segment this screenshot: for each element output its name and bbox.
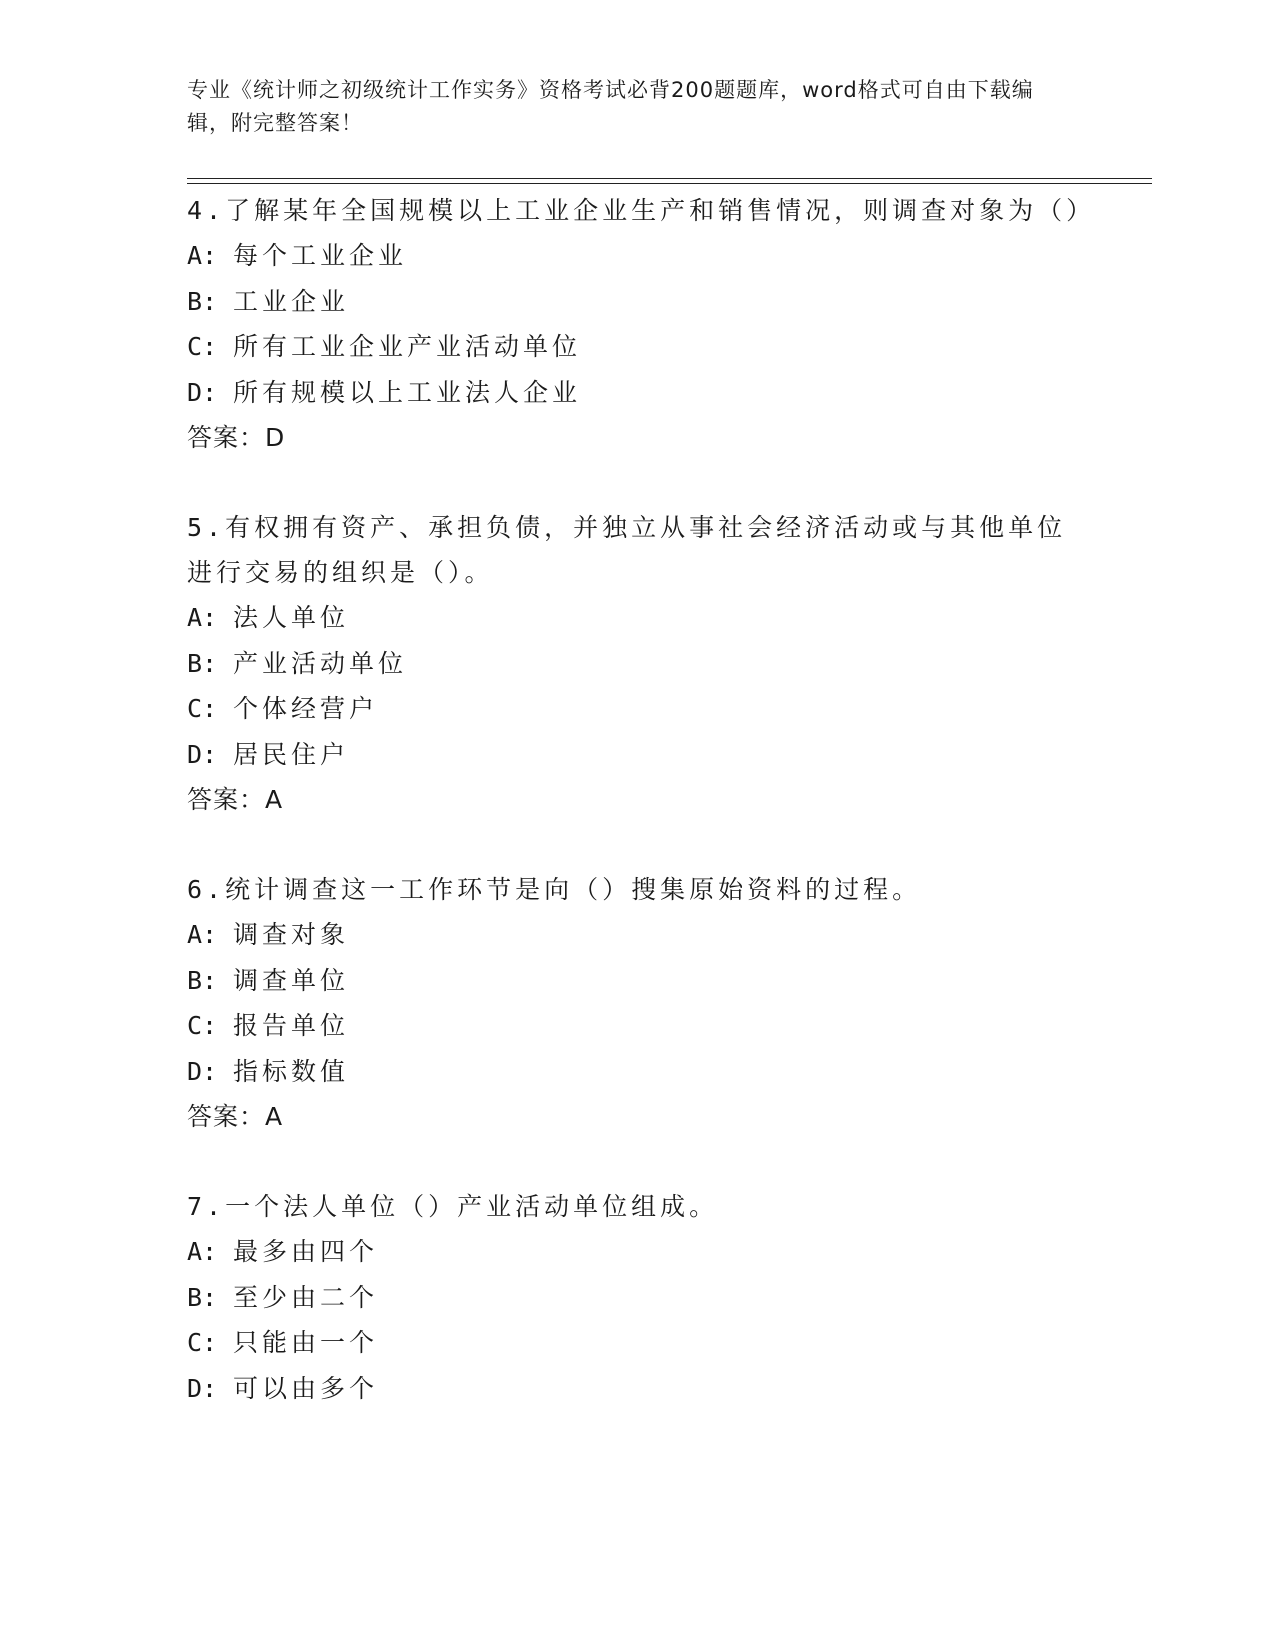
option-letter: D:	[187, 1056, 218, 1086]
option-c	[187, 686, 1087, 732]
option-text: 法人单位	[233, 603, 350, 632]
option-letter: A:	[187, 1237, 218, 1266]
answer-text: 答案：A	[187, 1102, 284, 1131]
option-letter: A:	[187, 241, 218, 270]
option-c	[187, 1320, 1087, 1366]
question-stem: 7.一个法人单位（）产业活动单位组成。	[187, 1192, 719, 1221]
question-stem: 6.统计调查这一工作环节是向（）搜集原始资料的过程。	[187, 875, 922, 904]
option-text: 最多由四个	[233, 1237, 379, 1266]
option-text: 所有工业企业产业活动单位	[233, 332, 582, 361]
option-d	[187, 370, 1087, 416]
question-item	[187, 505, 1087, 822]
option-letter: D:	[187, 1373, 218, 1403]
option-letter: C:	[187, 332, 218, 361]
option-text: 指标数值	[233, 1056, 350, 1086]
option-text: 调查单位	[233, 965, 350, 995]
question-list	[187, 188, 1096, 1456]
question-stem: 5.有权拥有资产、承担负债，并独立从事社会经济活动或与其他单位进行交易的组织是（）。	[187, 513, 1067, 587]
option-a	[187, 233, 1087, 279]
option-a	[187, 595, 1087, 641]
option-text: 调查对象	[233, 920, 350, 949]
option-text: 每个工业企业	[233, 241, 408, 270]
option-text: 报告单位	[233, 1011, 350, 1040]
option-letter: C:	[187, 1328, 218, 1357]
header-divider-top	[187, 178, 1152, 179]
header-divider-bottom	[187, 183, 1152, 184]
option-letter: C:	[187, 694, 218, 723]
option-d	[187, 732, 1087, 778]
option-b	[187, 641, 1087, 687]
option-b	[187, 1275, 1087, 1321]
answer-text: 答案：A	[187, 785, 284, 814]
option-d	[187, 1049, 1087, 1095]
option-letter: B:	[187, 965, 218, 995]
option-text: 至少由二个	[233, 1282, 379, 1312]
option-letter: B:	[187, 648, 218, 678]
option-c	[187, 1003, 1087, 1049]
option-a	[187, 1229, 1087, 1275]
option-a	[187, 912, 1087, 958]
option-text: 所有规模以上工业法人企业	[233, 377, 582, 407]
document-header: 专业《统计师之初级统计工作实务》资格考试必背200题题库，word格式可自由下载编辑，附完整答案！	[187, 78, 1034, 135]
option-d	[187, 1366, 1087, 1412]
option-letter: A:	[187, 920, 218, 949]
option-letter: D:	[187, 739, 218, 769]
option-letter: A:	[187, 603, 218, 632]
option-text: 工业企业	[233, 286, 350, 316]
option-text: 可以由多个	[233, 1373, 379, 1403]
option-text: 个体经营户	[233, 694, 379, 723]
question-stem: 4.了解某年全国规模以上工业企业生产和销售情况，则调查对象为（）	[187, 196, 1096, 225]
option-text: 只能由一个	[233, 1328, 379, 1357]
answer-text: 答案：D	[187, 423, 286, 452]
question-item	[187, 188, 1096, 460]
option-c	[187, 324, 1087, 370]
question-item	[187, 1184, 1087, 1411]
option-b	[187, 279, 1087, 325]
option-letter: B:	[187, 1282, 218, 1312]
option-letter: C:	[187, 1011, 218, 1040]
question-item	[187, 867, 1087, 1139]
option-b	[187, 958, 1087, 1004]
option-text: 产业活动单位	[233, 648, 408, 678]
option-text: 居民住户	[233, 739, 350, 769]
option-letter: D:	[187, 377, 218, 407]
option-letter: B:	[187, 286, 218, 316]
